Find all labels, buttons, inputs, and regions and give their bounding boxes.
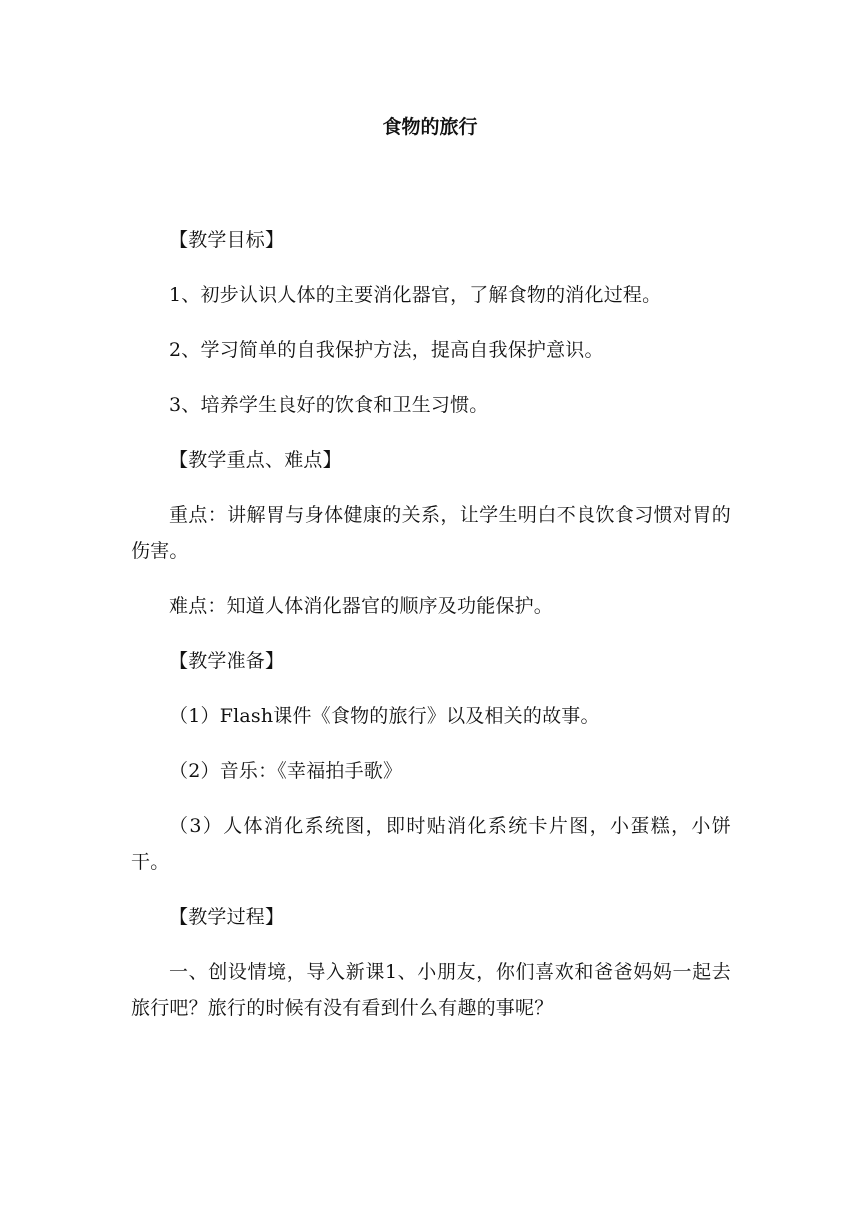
document-body: [131, 222, 731, 1026]
section-heading-preparation: 【教学准备】: [169, 650, 285, 672]
objective-item: 1、初步认识人体的主要消化器官，了解食物的消化过程。: [169, 284, 662, 306]
key-point-paragraph: 重点：讲解胃与身体健康的关系，让学生明白不良饮食习惯对胃的伤害。: [131, 504, 731, 562]
difficulty-paragraph: 难点：知道人体消化器官的顺序及功能保护。: [169, 595, 554, 617]
process-paragraph: 一、创设情境，导入新课1、小朋友，你们喜欢和爸爸妈妈一起去旅行吧？旅行的时候有没有看到什么有趣的事呢？: [131, 961, 731, 1019]
preparation-item: （1）Flash课件《食物的旅行》以及相关的故事。: [169, 705, 600, 727]
objective-item: 3、培养学生良好的饮食和卫生习惯。: [169, 394, 489, 416]
section-heading-key-points: 【教学重点、难点】: [169, 449, 342, 471]
preparation-item: （3）人体消化系统图，即时贴消化系统卡片图，小蛋糕，小饼干。: [131, 815, 731, 873]
objective-item: 2、学习简单的自我保护方法，提高自我保护意识。: [169, 339, 604, 361]
preparation-item: （2）音乐：《幸福拍手歌》: [169, 760, 403, 782]
section-heading-process: 【教学过程】: [169, 906, 285, 928]
section-heading-objectives: 【教学目标】: [169, 229, 285, 251]
document-title: 食物的旅行: [382, 116, 478, 138]
